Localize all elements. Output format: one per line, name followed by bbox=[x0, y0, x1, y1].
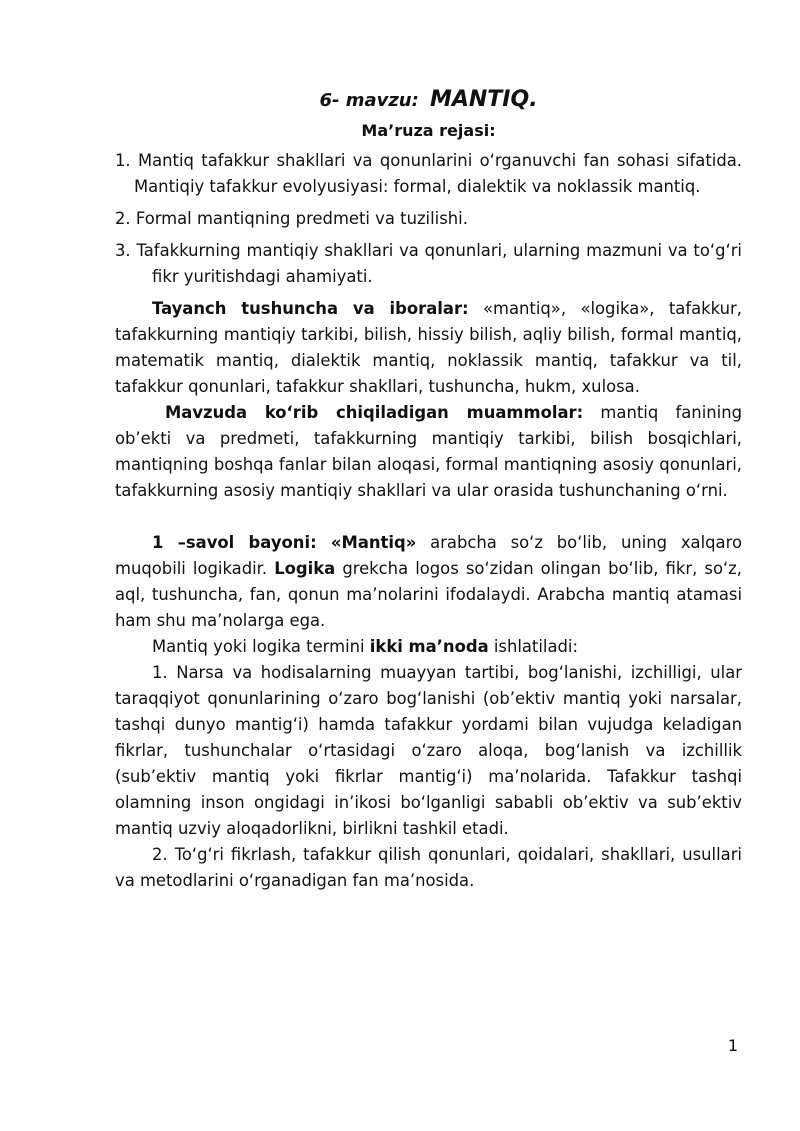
key-terms-paragraph bbox=[115, 296, 742, 400]
logika-term: Logika bbox=[274, 559, 336, 578]
document-page bbox=[115, 80, 742, 894]
key-terms-label: Tayanch tushuncha va iboralar: bbox=[152, 299, 469, 318]
two-meanings-term: ikki ma’noda bbox=[369, 637, 489, 656]
term-usage-text-2: ishlatiladi: bbox=[488, 637, 578, 656]
spacer bbox=[115, 504, 742, 530]
title-name: MANTIQ. bbox=[429, 87, 538, 112]
term-usage-paragraph bbox=[115, 634, 742, 660]
page-number: 1 bbox=[727, 1036, 738, 1055]
question-1-text-2: grekcha logos so‘zidan olingan bo‘lib, fikr, so‘z, aql, tushuncha, fan, qonun ma’nolarini ifodalaydi. Arabcha mantiq atamasi ham shu ma’nolarga ega. bbox=[115, 559, 742, 630]
plan-item-2: 2. Formal mantiqning predmeti va tuzilishi. bbox=[115, 209, 468, 228]
problems-text: mantiq fanining ob’ekti va predmeti, tafakkurning mantiqiy tarkibi, bilish bosqichlari, mantiqning boshqa fanlar bilan aloqasi, formal mantiqning asosiy qonunlari, tafakkurning asosiy mantiqiy shakllari va ular orasida tushunchaning o‘rni. bbox=[115, 403, 742, 500]
question-1-text: arabcha so‘z bo‘lib, uning xalqaro muqobili logikadir. bbox=[115, 533, 743, 578]
question-1-label: 1 –savol bayoni: «Mantiq» bbox=[152, 533, 417, 552]
problems-label: Mavzuda ko‘rib chiqiladigan muammolar: bbox=[165, 403, 584, 422]
problems-paragraph bbox=[115, 400, 742, 504]
term-usage-text: Mantiq yoki logika termini bbox=[152, 637, 370, 656]
meaning-2-paragraph: 2. To‘g‘ri fikrlash, tafakkur qilish qonunlari, qoidalari, shakllari, usullari va metodlarini o‘rganadigan fan ma’nosida. bbox=[115, 845, 742, 890]
plan-item-3: 3. Tafakkurning mantiqiy shakllari va qonunlari, ularning mazmuni va to‘g‘ri fikr yuritishdagi ahamiyati. bbox=[115, 241, 742, 286]
meaning-1-paragraph: 1. Narsa va hodisalarning muayyan tartibi, bog‘lanishi, izchilligi, ular taraqqiyot qonunlarining o‘zaro bog‘lanishi (ob’ektiv mantiq yoki narsalar, tashqi dunyo mantig‘i) hamda tafakkur yordami bilan vujudga keladigan fikrlar, tushunchalar o‘rtasidagi o‘zaro aloqa, bog‘lanish va izchillik (sub’ektiv mantiq yoki fikrlar mantig‘i) ma’nolarida. Tafakkur tashqi olamning inson ongidagi in’ikosi bo‘lganligi sababli ob’ektiv va sub’ektiv mantiq uzviy aloqadorlikni, birlikni tashkil etadi. bbox=[115, 663, 742, 838]
plan-item-1: 1. Mantiq tafakkur shakllari va qonunlarini o‘rganuvchi fan sohasi sifatida. Mantiqiy tafakkur evolyusiyasi: formal, dialektik va noklassik mantiq. bbox=[115, 151, 742, 196]
page-title bbox=[115, 80, 742, 116]
title-number: 6- mavzu: bbox=[319, 90, 419, 111]
lecture-plan-heading: Ma’ruza rejasi: bbox=[361, 121, 496, 140]
key-terms-text: «mantiq», «logika», tafakkur, tafakkurning mantiqiy tarkibi, bilish, hissiy bilish, aqliy bilish, formal mantiq, matematik mantiq, dialektik mantiq, noklassik mantiq, tafakkur va til, tafakkur qonunlari, tafakkur shakllari, tushuncha, hukm, xulosa. bbox=[115, 299, 742, 396]
question-1-paragraph bbox=[115, 530, 742, 634]
